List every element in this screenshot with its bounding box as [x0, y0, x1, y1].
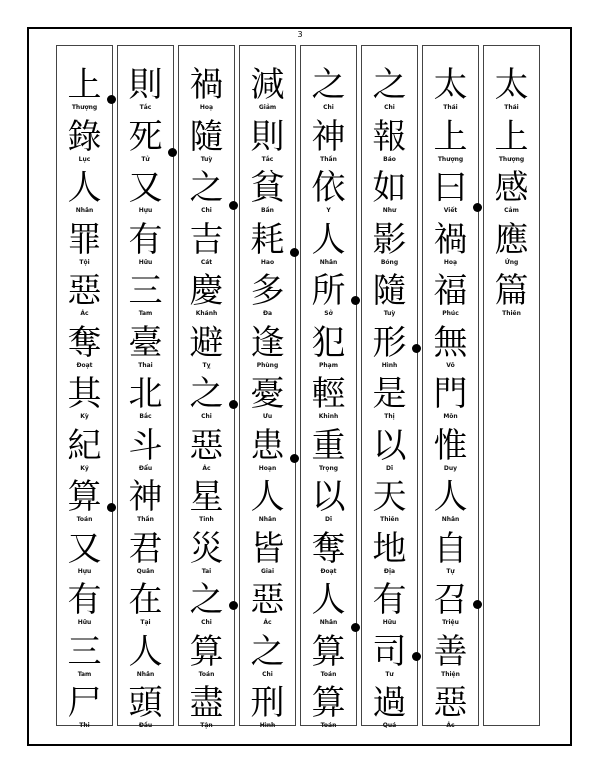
han-character: 貧: [250, 168, 285, 208]
han-character: 善: [433, 631, 468, 672]
han-character: 星: [189, 477, 224, 517]
text-column: [422, 45, 479, 729]
sino-vietnamese-reading: Y: [326, 207, 331, 214]
character-cell: [484, 263, 539, 323]
han-character: 有: [67, 580, 102, 620]
sino-vietnamese-reading: Giai: [260, 567, 275, 575]
han-character: 惡: [67, 271, 102, 311]
sino-vietnamese-reading: Chi: [201, 619, 212, 626]
sino-vietnamese-reading: Ưu: [262, 413, 273, 420]
sino-vietnamese-reading: Tuỳ: [383, 310, 396, 317]
character-cell: [240, 675, 295, 735]
punctuation-dot: [473, 600, 482, 609]
han-character: 太: [494, 65, 529, 105]
han-character: 刑: [250, 683, 285, 723]
sino-vietnamese-reading: Thiện: [441, 670, 460, 678]
sino-vietnamese-reading: Nhân: [136, 670, 155, 678]
sino-vietnamese-reading: Thần: [137, 516, 154, 523]
character-cell: [179, 675, 234, 735]
sino-vietnamese-reading: Bần: [261, 207, 274, 214]
sino-vietnamese-reading: Hoạn: [258, 464, 277, 472]
sino-vietnamese-reading: Như: [382, 207, 397, 214]
han-character: 算: [311, 683, 346, 723]
han-character: 之: [189, 580, 224, 620]
sino-vietnamese-reading: Đa: [262, 310, 273, 317]
sino-vietnamese-reading: Bắc: [139, 413, 152, 420]
han-character: 算: [67, 477, 102, 517]
han-character: 其: [67, 374, 102, 414]
sino-vietnamese-reading: Chi: [323, 104, 334, 111]
han-character: 斗: [128, 425, 163, 466]
sino-vietnamese-reading: Chi: [384, 104, 395, 111]
han-character: 多: [250, 271, 285, 311]
sino-vietnamese-reading: Đoạt: [320, 567, 337, 575]
sino-vietnamese-reading: Thiên: [380, 516, 399, 523]
sino-vietnamese-reading: Hình: [381, 361, 398, 369]
sino-vietnamese-reading: Duy: [443, 464, 458, 472]
han-character: 人: [128, 631, 163, 672]
sino-vietnamese-reading: Đoạt: [76, 361, 93, 369]
text-column: [178, 45, 235, 729]
han-character: 感: [494, 168, 529, 208]
han-character: 之: [372, 65, 407, 105]
sino-vietnamese-reading: Địa: [383, 567, 396, 575]
sino-vietnamese-reading: Dĩ: [385, 464, 394, 472]
han-character: 篇: [494, 271, 529, 311]
han-character: 患: [250, 425, 285, 466]
han-character: 之: [250, 631, 285, 672]
sino-vietnamese-reading: Hựu: [77, 567, 92, 575]
han-character: 所: [311, 271, 346, 311]
han-character: 禍: [433, 219, 468, 260]
han-character: 重: [311, 425, 346, 466]
sino-vietnamese-reading: Kỳ: [80, 413, 89, 420]
sino-vietnamese-reading: Thượng: [437, 155, 464, 163]
sino-vietnamese-reading: Tự: [446, 567, 455, 575]
han-character: 吉: [189, 219, 224, 260]
text-column: [300, 45, 357, 729]
sino-vietnamese-reading: Cảm: [504, 207, 519, 214]
sino-vietnamese-reading: Thái: [504, 104, 519, 111]
punctuation-dot: [473, 203, 482, 212]
punctuation-dot: [107, 503, 116, 512]
han-character: 隨: [372, 271, 407, 311]
punctuation-dot: [351, 296, 360, 305]
sino-vietnamese-reading: Bóng: [380, 258, 399, 266]
sino-vietnamese-reading: Tắc: [139, 104, 152, 111]
sino-vietnamese-reading: Nhân: [258, 516, 277, 523]
han-character: 罪: [67, 219, 102, 260]
sino-vietnamese-reading: Nhân: [75, 207, 94, 214]
sino-vietnamese-reading: Tội: [79, 258, 90, 266]
sino-vietnamese-reading: Toán: [320, 722, 337, 729]
han-character: 以: [311, 477, 346, 517]
han-character: 又: [67, 528, 102, 569]
han-character: 自: [433, 528, 468, 569]
sino-vietnamese-reading: Thị: [384, 413, 395, 420]
han-character: 過: [372, 683, 407, 723]
sino-vietnamese-reading: Tỵ: [202, 361, 211, 369]
sino-vietnamese-reading: Hao: [260, 258, 275, 266]
sino-vietnamese-reading: Hoạ: [443, 258, 458, 266]
sino-vietnamese-reading: Cát: [200, 258, 213, 266]
character-cell: [57, 675, 112, 735]
sino-vietnamese-reading: Tư: [385, 670, 394, 678]
sino-vietnamese-reading: Thượng: [71, 104, 98, 111]
han-character: 上: [67, 65, 102, 105]
han-character: 以: [372, 425, 407, 466]
punctuation-dot: [351, 623, 360, 632]
sino-vietnamese-reading: Khinh: [318, 413, 339, 420]
han-character: 尸: [67, 683, 102, 723]
han-character: 地: [372, 528, 407, 569]
sino-vietnamese-reading: Ác: [263, 619, 272, 626]
sino-vietnamese-reading: Tắc: [261, 155, 274, 163]
han-character: 憂: [250, 374, 285, 414]
han-character: 惟: [433, 425, 468, 466]
sino-vietnamese-reading: Khánh: [195, 310, 218, 317]
han-character: 惡: [189, 425, 224, 466]
sino-vietnamese-reading: Hữu: [77, 619, 92, 626]
han-character: 奪: [67, 322, 102, 363]
character-cell: [118, 675, 173, 735]
han-character: 有: [128, 219, 163, 260]
han-character: 錄: [67, 116, 102, 157]
sino-vietnamese-reading: Tinh: [199, 516, 214, 523]
han-character: 曰: [433, 168, 468, 208]
sino-vietnamese-reading: Chi: [201, 207, 212, 214]
sino-vietnamese-reading: Hoạ: [199, 104, 214, 111]
sino-vietnamese-reading: Chi: [262, 670, 273, 678]
sino-vietnamese-reading: Tại: [140, 619, 151, 626]
sino-vietnamese-reading: Tử: [141, 155, 150, 163]
han-character: 之: [311, 65, 346, 105]
han-character: 上: [433, 116, 468, 157]
sino-vietnamese-reading: Thai: [138, 361, 153, 369]
han-character: 神: [128, 477, 163, 517]
sino-vietnamese-reading: Phúc: [442, 310, 459, 317]
han-character: 有: [372, 580, 407, 620]
han-character: 則: [128, 65, 163, 105]
han-character: 福: [433, 271, 468, 311]
punctuation-dot: [412, 344, 421, 353]
sino-vietnamese-reading: Sở: [324, 310, 333, 317]
han-character: 召: [433, 580, 468, 620]
han-character: 輕: [311, 374, 346, 414]
han-character: 人: [67, 168, 102, 208]
han-character: 人: [250, 477, 285, 517]
han-character: 又: [128, 168, 163, 208]
han-character: 惡: [433, 683, 468, 723]
sino-vietnamese-reading: Hữu: [138, 258, 153, 266]
han-character: 之: [189, 168, 224, 208]
sino-vietnamese-reading: Phạm: [319, 361, 338, 369]
sino-vietnamese-reading: Báo: [383, 155, 396, 163]
han-character: 三: [67, 631, 102, 672]
han-character: 北: [128, 374, 163, 414]
sino-vietnamese-reading: Lục: [78, 155, 91, 163]
text-column: [56, 45, 113, 729]
han-character: 災: [189, 528, 224, 569]
sino-vietnamese-reading: Hữu: [382, 619, 397, 626]
sino-vietnamese-reading: Vô: [446, 361, 455, 369]
han-character: 上: [494, 116, 529, 157]
han-character: 三: [128, 271, 163, 311]
character-cell: [301, 675, 356, 735]
han-character: 頭: [128, 683, 163, 723]
han-character: 皆: [250, 528, 285, 569]
sino-vietnamese-reading: Tam: [77, 670, 92, 678]
han-character: 隨: [189, 116, 224, 157]
character-cell: [362, 675, 417, 735]
character-cell: [423, 675, 478, 735]
han-character: 之: [189, 374, 224, 414]
han-character: 耗: [250, 219, 285, 260]
sino-vietnamese-reading: Phùng: [256, 361, 279, 369]
han-character: 無: [433, 322, 468, 363]
han-character: 臺: [128, 322, 163, 363]
sino-vietnamese-reading: Nhân: [319, 258, 338, 266]
sino-vietnamese-reading: Ác: [202, 464, 211, 472]
han-character: 司: [372, 631, 407, 672]
han-character: 則: [250, 116, 285, 157]
sino-vietnamese-reading: Nhân: [319, 619, 338, 626]
han-character: 避: [189, 322, 224, 363]
sino-vietnamese-reading: Dĩ: [324, 516, 333, 523]
punctuation-dot: [229, 400, 238, 409]
punctuation-dot: [412, 652, 421, 661]
sino-vietnamese-reading: Quá: [382, 722, 397, 729]
han-character: 人: [433, 477, 468, 517]
sino-vietnamese-reading: Ác: [80, 310, 89, 317]
han-character: 是: [372, 374, 407, 414]
punctuation-dot: [168, 148, 177, 157]
han-character: 減: [250, 65, 285, 105]
sino-vietnamese-reading: Triệu: [442, 619, 459, 626]
han-character: 人: [311, 219, 346, 260]
han-character: 天: [372, 477, 407, 517]
sino-vietnamese-reading: Tam: [138, 310, 153, 317]
punctuation-dot: [290, 454, 299, 463]
sino-vietnamese-reading: Thiên: [502, 310, 521, 317]
sino-vietnamese-reading: Thượng: [498, 155, 525, 163]
punctuation-dot: [229, 201, 238, 210]
sino-vietnamese-reading: Tận: [200, 722, 213, 729]
han-character: 形: [372, 322, 407, 363]
sino-vietnamese-reading: Tai: [201, 567, 212, 575]
han-character: 人: [311, 580, 346, 620]
sino-vietnamese-reading: Môn: [443, 413, 458, 420]
text-column: [239, 45, 296, 729]
han-character: 奪: [311, 528, 346, 569]
text-column: [483, 45, 540, 726]
han-character: 紀: [67, 425, 102, 466]
punctuation-dot: [290, 248, 299, 257]
sino-vietnamese-reading: Thái: [443, 104, 458, 111]
han-character: 神: [311, 116, 346, 157]
han-character: 逢: [250, 322, 285, 363]
han-character: 犯: [311, 322, 346, 363]
han-character: 盡: [189, 683, 224, 723]
punctuation-dot: [107, 95, 116, 104]
sino-vietnamese-reading: Tuỳ: [200, 155, 213, 163]
sino-vietnamese-reading: Giảm: [258, 104, 277, 111]
han-character: 如: [372, 168, 407, 208]
sino-vietnamese-reading: Trọng: [318, 464, 339, 472]
sino-vietnamese-reading: Chi: [201, 413, 212, 420]
han-character: 依: [311, 168, 346, 208]
text-column: [361, 45, 418, 729]
sino-vietnamese-reading: Thi: [79, 722, 90, 729]
sino-vietnamese-reading: Hựu: [138, 207, 153, 214]
sino-vietnamese-reading: Kỷ: [80, 464, 89, 472]
han-character: 應: [494, 219, 529, 260]
sino-vietnamese-reading: Ứng: [504, 258, 519, 266]
sino-vietnamese-reading: Nhân: [441, 516, 460, 523]
sino-vietnamese-reading: Đẩu: [138, 464, 153, 472]
han-character: 影: [372, 219, 407, 260]
han-character: 惡: [250, 580, 285, 620]
sino-vietnamese-reading: Toán: [320, 670, 337, 678]
punctuation-dot: [229, 601, 238, 610]
sino-vietnamese-reading: Đầu: [138, 722, 153, 729]
text-column: [117, 45, 174, 729]
sino-vietnamese-reading: Viết: [443, 207, 458, 214]
han-character: 死: [128, 116, 163, 157]
han-character: 君: [128, 528, 163, 569]
han-character: 在: [128, 580, 163, 620]
page-number: 3: [297, 30, 303, 39]
sino-vietnamese-reading: Hình: [259, 722, 276, 729]
han-character: 報: [372, 116, 407, 157]
han-character: 太: [433, 65, 468, 105]
han-character: 慶: [189, 271, 224, 311]
sino-vietnamese-reading: Toán: [198, 670, 215, 678]
han-character: 算: [311, 631, 346, 672]
sino-vietnamese-reading: Quân: [136, 567, 155, 575]
han-character: 算: [189, 631, 224, 672]
han-character: 門: [433, 374, 468, 414]
sino-vietnamese-reading: Ác: [446, 722, 455, 729]
sino-vietnamese-reading: Thần: [320, 155, 337, 163]
sino-vietnamese-reading: Toán: [76, 516, 93, 523]
han-character: 禍: [189, 65, 224, 105]
